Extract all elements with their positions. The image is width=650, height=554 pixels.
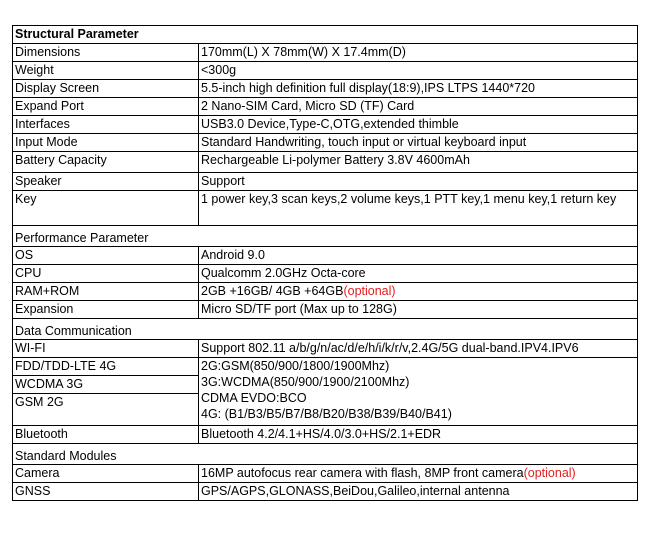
row-label: Expansion [13,301,199,319]
table-row [13,340,638,358]
section-title-structural: Structural Parameter [13,26,638,44]
section-title-data-communication: Data Communication [13,319,638,340]
ram-value: 2GB +16GB/ 4GB +64GB [201,284,344,298]
table-row [13,465,638,483]
network-line: 4G: (B1/B3/B5/B7/B8/B20/B38/B39/B40/B41) [201,407,452,421]
row-label: CPU [13,265,199,283]
row-value: Support 802.11 a/b/g/n/ac/d/e/h/i/k/r/v,2.4G/5G dual-band.IPV4.IPV6 [199,340,638,358]
table-row [13,358,638,376]
row-value: Android 9.0 [199,247,638,265]
table-row [13,301,638,319]
table-row [13,426,638,444]
network-bands [199,358,638,426]
table-row [13,134,638,152]
network-line: CDMA EVDO:BCO [201,391,307,405]
row-value-ram [199,283,638,301]
row-value-camera [199,465,638,483]
row-label: Dimensions [13,44,199,62]
row-label: Display Screen [13,80,199,98]
row-value: 5.5-inch high definition full display(18:9),IPS LTPS 1440*720 [199,80,638,98]
row-label: Expand Port [13,98,199,116]
row-label: Key [13,191,199,226]
row-value: 1 power key,3 scan keys,2 volume keys,1 PTT key,1 menu key,1 return key [199,191,638,226]
table-row [13,173,638,191]
optional-badge: (optional) [523,466,576,480]
network-line: 3G:WCDMA(850/900/1900/2100Mhz) [201,375,410,389]
table-row [13,283,638,301]
row-label: FDD/TDD-LTE 4G [13,358,199,376]
row-label: Bluetooth [13,426,199,444]
section-title-standard-modules: Standard Modules [13,444,638,465]
row-label: OS [13,247,199,265]
section-data-communication [13,319,638,340]
row-label: WCDMA 3G [13,376,199,394]
table-row [13,247,638,265]
section-performance [13,226,638,247]
section-title-performance: Performance Parameter [13,226,638,247]
row-value: Support [199,173,638,191]
row-label: Camera [13,465,199,483]
row-label: Input Mode [13,134,199,152]
table-row [13,116,638,134]
row-label: RAM+ROM [13,283,199,301]
row-value: Qualcomm 2.0GHz Octa-core [199,265,638,283]
row-value: <300g [199,62,638,80]
row-label: GNSS [13,483,199,501]
row-value: GPS/AGPS,GLONASS,BeiDou,Galileo,internal antenna [199,483,638,501]
table-row [13,152,638,173]
section-structural [13,26,638,44]
table-row [13,191,638,226]
row-value: Rechargeable Li-polymer Battery 3.8V 4600mAh [199,152,638,173]
optional-badge: (optional) [343,284,396,298]
table-row [13,265,638,283]
section-standard-modules [13,444,638,465]
table-row [13,98,638,116]
row-label: WI-FI [13,340,199,358]
network-line: 2G:GSM(850/900/1800/1900Mhz) [201,359,390,373]
table-row [13,44,638,62]
row-value: Micro SD/TF port (Max up to 128G) [199,301,638,319]
row-value: 2 Nano-SIM Card, Micro SD (TF) Card [199,98,638,116]
table-row [13,80,638,98]
row-value: 170mm(L) X 78mm(W) X 17.4mm(D) [199,44,638,62]
camera-value: 16MP autofocus rear camera with flash, 8MP front camera [201,466,524,480]
row-label: Weight [13,62,199,80]
row-value: Bluetooth 4.2/4.1+HS/4.0/3.0+HS/2.1+EDR [199,426,638,444]
row-value: Standard Handwriting, touch input or virtual keyboard input [199,134,638,152]
table-row [13,62,638,80]
row-label: GSM 2G [13,394,199,426]
table-row [13,483,638,501]
row-value: USB3.0 Device,Type-C,OTG,extended thimble [199,116,638,134]
spec-table [12,25,638,501]
row-label: Speaker [13,173,199,191]
row-label: Battery Capacity [13,152,199,173]
row-label: Interfaces [13,116,199,134]
